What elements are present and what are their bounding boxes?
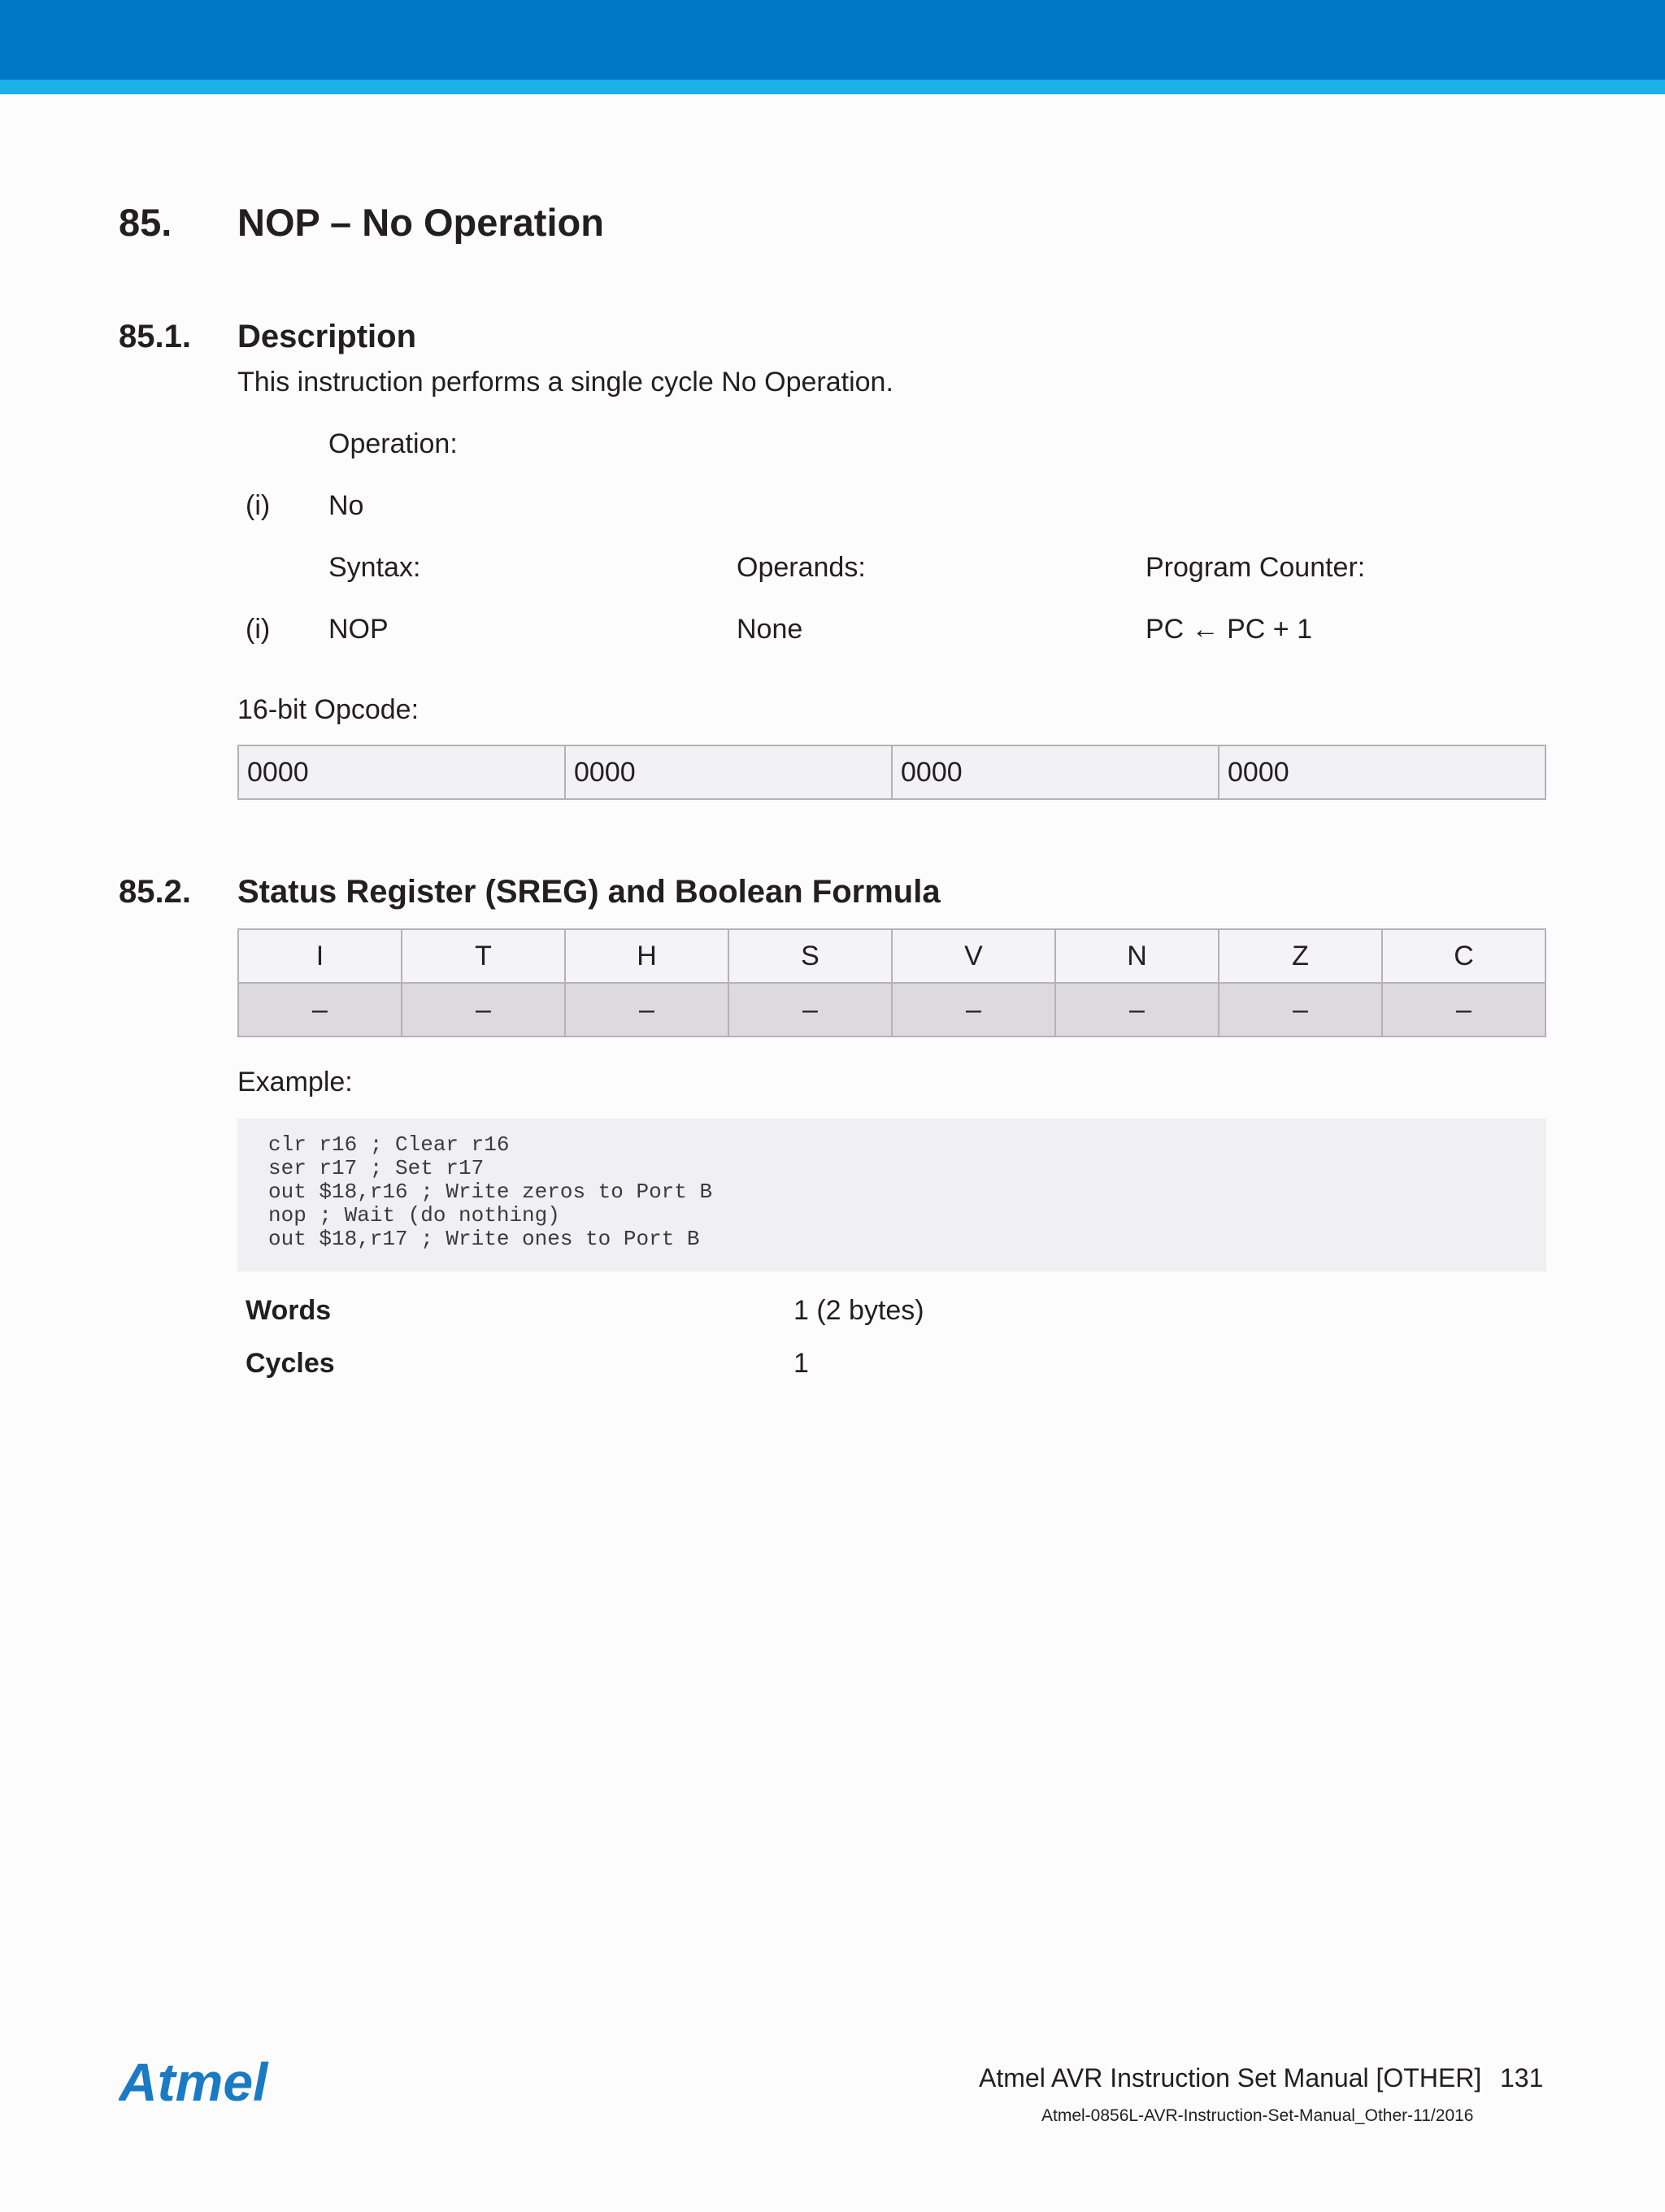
opcode-cell: 0000 [892,745,1219,799]
sreg-flag-n: N [1055,929,1219,983]
sreg-flag-v: V [892,929,1055,983]
words-value: 1 (2 bytes) [793,1295,924,1326]
sreg-value-z: – [1219,983,1382,1036]
footer-manual-title: Atmel AVR Instruction Set Manual [OTHER] [979,2063,1482,2092]
sreg-flag-h: H [565,929,728,983]
opcode-cell: 0000 [238,745,565,799]
sreg-value-c: – [1382,983,1545,1036]
syntax-value: NOP [328,614,389,645]
sreg-flag-s: S [728,929,892,983]
sreg-flag-i: I [238,929,402,983]
section-title: NOP – No Operation [237,201,604,244]
operands-value: None [737,614,803,645]
footer-page-number: 131 [1500,2063,1544,2092]
opcode-cell: 0000 [1219,745,1545,799]
opcode-label: 16-bit Opcode: [237,694,420,725]
syntax-label: Syntax: [328,552,421,583]
sreg-value-v: – [892,983,1055,1036]
sreg-table [237,928,1546,1037]
subsection-heading-description: Description [237,319,417,354]
subsection-number-sreg: 85.2. [119,874,191,910]
sreg-value-t: – [402,983,565,1036]
sreg-flag-c: C [1382,929,1545,983]
code-line: clr r16 ; Clear r16 [268,1132,510,1157]
operands-label: Operands: [737,552,866,583]
description-text: This instruction performs a single cycle No Operation. [237,367,893,398]
section-number: 85. [119,201,172,244]
example-code-block [237,1119,1546,1271]
code-line: nop ; Wait (do nothing) [268,1203,560,1228]
sreg-value-n: – [1055,983,1219,1036]
header-bar [0,0,1665,80]
code-line: out $18,r16 ; Write zeros to Port B [268,1180,713,1204]
words-label: Words [246,1295,332,1326]
sreg-flag-t: T [402,929,565,983]
subsection-number-description: 85.1. [119,319,191,354]
syntax-index: (i) [246,614,271,645]
opcode-row [238,745,1545,799]
cycles-value: 1 [793,1348,809,1379]
sreg-values-row [238,983,1545,1036]
cycles-label: Cycles [246,1348,335,1379]
header-accent-stripe [0,80,1665,94]
sreg-flag-z: Z [1219,929,1382,983]
sreg-flags-row [238,929,1545,983]
subsection-heading-sreg: Status Register (SREG) and Boolean Formula [237,874,941,910]
operation-value: No [328,490,364,521]
code-line: ser r17 ; Set r17 [268,1156,485,1180]
footer-doc-id: Atmel-0856L-AVR-Instruction-Set-Manual_Other-11/2016 [1041,2106,1474,2125]
operation-label: Operation: [328,428,458,459]
example-label: Example: [237,1067,353,1097]
sreg-value-s: – [728,983,892,1036]
atmel-logo [119,2053,281,2110]
program-counter-value: PC ← PC + 1 [1146,614,1313,645]
code-line: out $18,r17 ; Write ones to Port B [268,1227,700,1251]
atmel-logo-text: Atmel [119,2053,268,2110]
opcode-cell: 0000 [565,745,892,799]
operation-index: (i) [246,490,271,521]
sreg-value-h: – [565,983,728,1036]
opcode-table [237,745,1546,800]
sreg-value-i: – [238,983,402,1036]
program-counter-label: Program Counter: [1146,552,1366,583]
